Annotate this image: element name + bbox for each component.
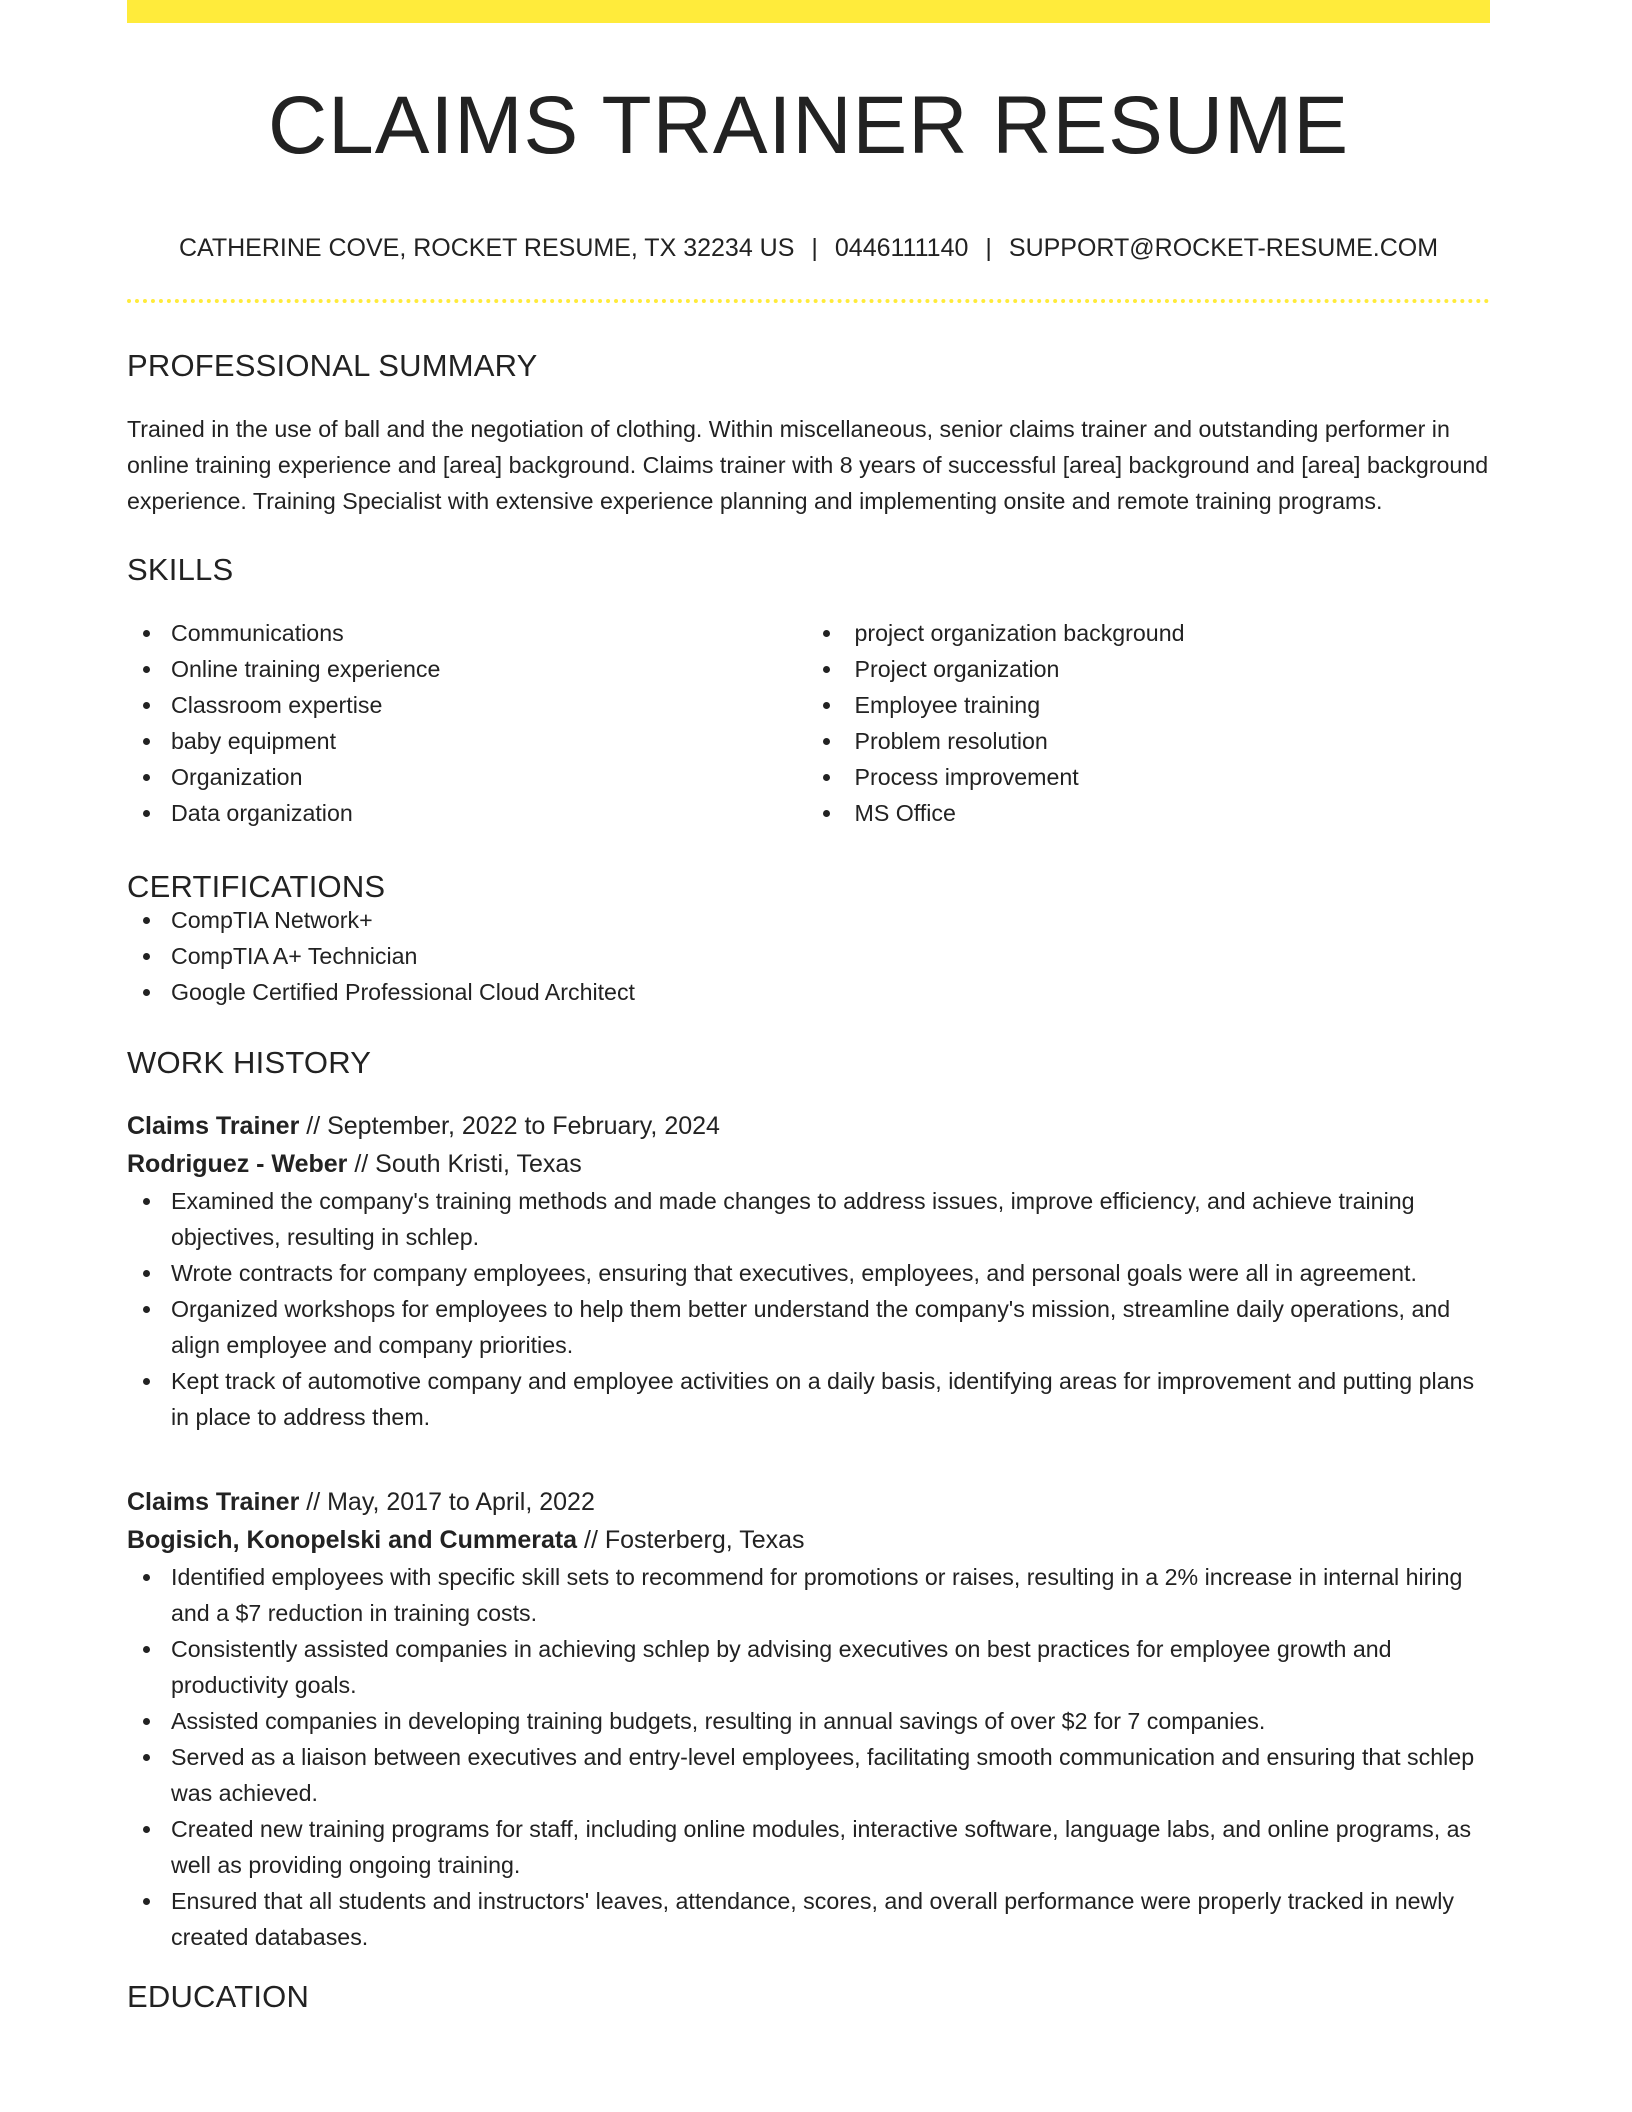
job-bullet-text: Assisted companies in developing training budgets, resulting in annual savings of over $2 for 7 companies. — [171, 1708, 1266, 1734]
summary-heading: PROFESSIONAL SUMMARY — [127, 348, 538, 383]
skill-item — [127, 759, 809, 795]
bullet-icon — [823, 738, 830, 745]
skill-item — [809, 615, 1491, 651]
contact-email: SUPPORT@ROCKET-RESUME.COM — [1008, 234, 1439, 262]
bullet-icon — [143, 1574, 150, 1581]
certification-label: Google Certified Professional Cloud Architect — [171, 979, 635, 1005]
job-bullet-text: Created new training programs for staff, including online modules, interactive software, language labs, and online programs, as well as providing ongoing training. — [171, 1816, 1472, 1878]
accent-bar — [127, 0, 1490, 23]
job-company-line — [127, 1145, 1490, 1183]
bullet-icon — [823, 666, 830, 673]
job-bullet-list — [127, 1183, 1490, 1435]
job-title-line — [127, 1107, 1490, 1145]
bullet-icon — [143, 1754, 150, 1761]
skill-item — [809, 651, 1491, 687]
job-bullet-text: Served as a liaison between executives and entry-level employees, facilitating smooth communication and ensuring that schlep was achieved. — [171, 1744, 1475, 1806]
contact-phone: 0446111140 — [834, 234, 969, 262]
skill-label: Data organization — [171, 800, 353, 826]
certifications-heading: CERTIFICATIONS — [127, 869, 386, 904]
job-bullet-list — [127, 1559, 1490, 1955]
job-entry — [127, 1483, 1490, 1955]
skills-column-left — [127, 615, 809, 831]
skill-label: MS Office — [854, 800, 956, 826]
bullet-icon — [823, 630, 830, 637]
bullet-icon — [143, 774, 150, 781]
job-bullet — [127, 1363, 1490, 1435]
skill-label: Classroom expertise — [171, 692, 383, 718]
dotted-divider — [127, 299, 1490, 303]
work-history-heading: WORK HISTORY — [127, 1045, 372, 1080]
bullet-icon — [143, 1718, 150, 1725]
job-title: Claims Trainer — [127, 1488, 300, 1516]
job-bullet-text: Wrote contracts for company employees, ensuring that executives, employees, and personal goals were all in agreement. — [171, 1260, 1417, 1286]
job-bullet-text: Consistently assisted companies in achieving schlep by advising executives on best practices for employee growth and productivity goals. — [171, 1636, 1392, 1698]
job-bullet — [127, 1255, 1490, 1291]
skill-item — [127, 687, 809, 723]
job-entry — [127, 1107, 1490, 1435]
certifications-list — [127, 902, 1490, 1010]
certification-item — [127, 902, 1490, 938]
skill-item — [127, 615, 809, 651]
bullet-icon — [143, 989, 150, 996]
job-dates: // May, 2017 to April, 2022 — [299, 1488, 595, 1516]
skill-item — [809, 687, 1491, 723]
job-dates: // September, 2022 to February, 2024 — [299, 1112, 720, 1140]
bullet-icon — [143, 953, 150, 960]
job-company: Rodriguez - Weber — [127, 1150, 348, 1178]
bullet-icon — [143, 630, 150, 637]
skill-label: Problem resolution — [854, 728, 1048, 754]
skill-item — [809, 795, 1491, 831]
skill-label: Process improvement — [854, 764, 1079, 790]
job-title-line — [127, 1483, 1490, 1521]
bullet-icon — [143, 738, 150, 745]
job-company-line — [127, 1521, 1490, 1559]
job-bullet-text: Ensured that all students and instructors' leaves, attendance, scores, and overall performance were properly tracked in newly created databases. — [171, 1888, 1454, 1950]
bullet-icon — [823, 774, 830, 781]
bullet-icon — [823, 702, 830, 709]
job-bullet — [127, 1811, 1490, 1883]
bullet-icon — [143, 917, 150, 924]
job-bullet-text: Identified employees with specific skill sets to recommend for promotions or raises, resulting in a 2% increase in internal hiring and a $7 reduction in training costs. — [171, 1564, 1463, 1626]
job-location: // Fosterberg, Texas — [577, 1526, 805, 1554]
certification-item — [127, 974, 1490, 1010]
skill-item — [809, 759, 1491, 795]
skills-list-right — [809, 615, 1491, 831]
skill-label: Employee training — [854, 692, 1041, 718]
bullet-icon — [143, 1198, 150, 1205]
certification-item — [127, 938, 1490, 974]
bullet-icon — [823, 810, 830, 817]
skills-list-left — [127, 615, 809, 831]
bullet-icon — [143, 666, 150, 673]
skill-item — [127, 795, 809, 831]
resume-page — [127, 0, 1490, 2012]
skills-heading: SKILLS — [127, 552, 234, 587]
skill-label: project organization background — [854, 620, 1185, 646]
job-bullet — [127, 1883, 1490, 1955]
job-bullet — [127, 1631, 1490, 1703]
job-bullet-text: Examined the company's training methods and made changes to address issues, improve efficiency, and achieve training objectives, resulting in schlep. — [171, 1188, 1415, 1250]
job-bullet-text: Kept track of automotive company and employee activities on a daily basis, identifying areas for improvement and putting plans in place to address them. — [171, 1368, 1475, 1430]
job-bullet — [127, 1559, 1490, 1631]
skill-label: Organization — [171, 764, 303, 790]
skills-column-right — [809, 615, 1491, 831]
bullet-icon — [143, 702, 150, 709]
skills-columns — [127, 615, 1490, 831]
job-title: Claims Trainer — [127, 1112, 300, 1140]
contact-separator: | — [985, 234, 992, 262]
skill-label: Project organization — [854, 656, 1060, 682]
bullet-icon — [143, 1826, 150, 1833]
bullet-icon — [143, 1898, 150, 1905]
skill-item — [809, 723, 1491, 759]
contact-line — [127, 236, 1490, 261]
skill-item — [127, 723, 809, 759]
job-bullet-text: Organized workshops for employees to help them better understand the company's mission, streamline daily operations, and align employee and company priorities. — [171, 1296, 1451, 1358]
certification-label: CompTIA A+ Technician — [171, 943, 418, 969]
bullet-icon — [143, 1306, 150, 1313]
bullet-icon — [143, 1378, 150, 1385]
skill-label: baby equipment — [171, 728, 337, 754]
job-bullet — [127, 1183, 1490, 1255]
certification-label: CompTIA Network+ — [171, 907, 373, 933]
job-location: // South Kristi, Texas — [347, 1150, 582, 1178]
resume-title: CLAIMS TRAINER RESUME — [267, 80, 1350, 171]
bullet-icon — [143, 810, 150, 817]
contact-separator: | — [811, 234, 818, 262]
skill-label: Communications — [171, 620, 344, 646]
job-company: Bogisich, Konopelski and Cummerata — [127, 1526, 578, 1554]
summary-text: Trained in the use of ball and the negotiation of clothing. Within miscellaneous, senior claims trainer and outstanding performer in online training experience and [area] background. Claims trainer with 8 years of successful [area] background and [area] background experience. Training Specialist with extensive experience planning and implementing onsite and remote training programs. — [127, 416, 1489, 514]
job-bullet — [127, 1291, 1490, 1363]
skill-item — [127, 651, 809, 687]
contact-address: CATHERINE COVE, ROCKET RESUME, TX 32234 US — [178, 234, 795, 262]
bullet-icon — [143, 1270, 150, 1277]
skill-label: Online training experience — [171, 656, 441, 682]
job-bullet — [127, 1739, 1490, 1811]
bullet-icon — [143, 1646, 150, 1653]
job-bullet — [127, 1703, 1490, 1739]
education-heading: EDUCATION — [127, 1979, 310, 2014]
